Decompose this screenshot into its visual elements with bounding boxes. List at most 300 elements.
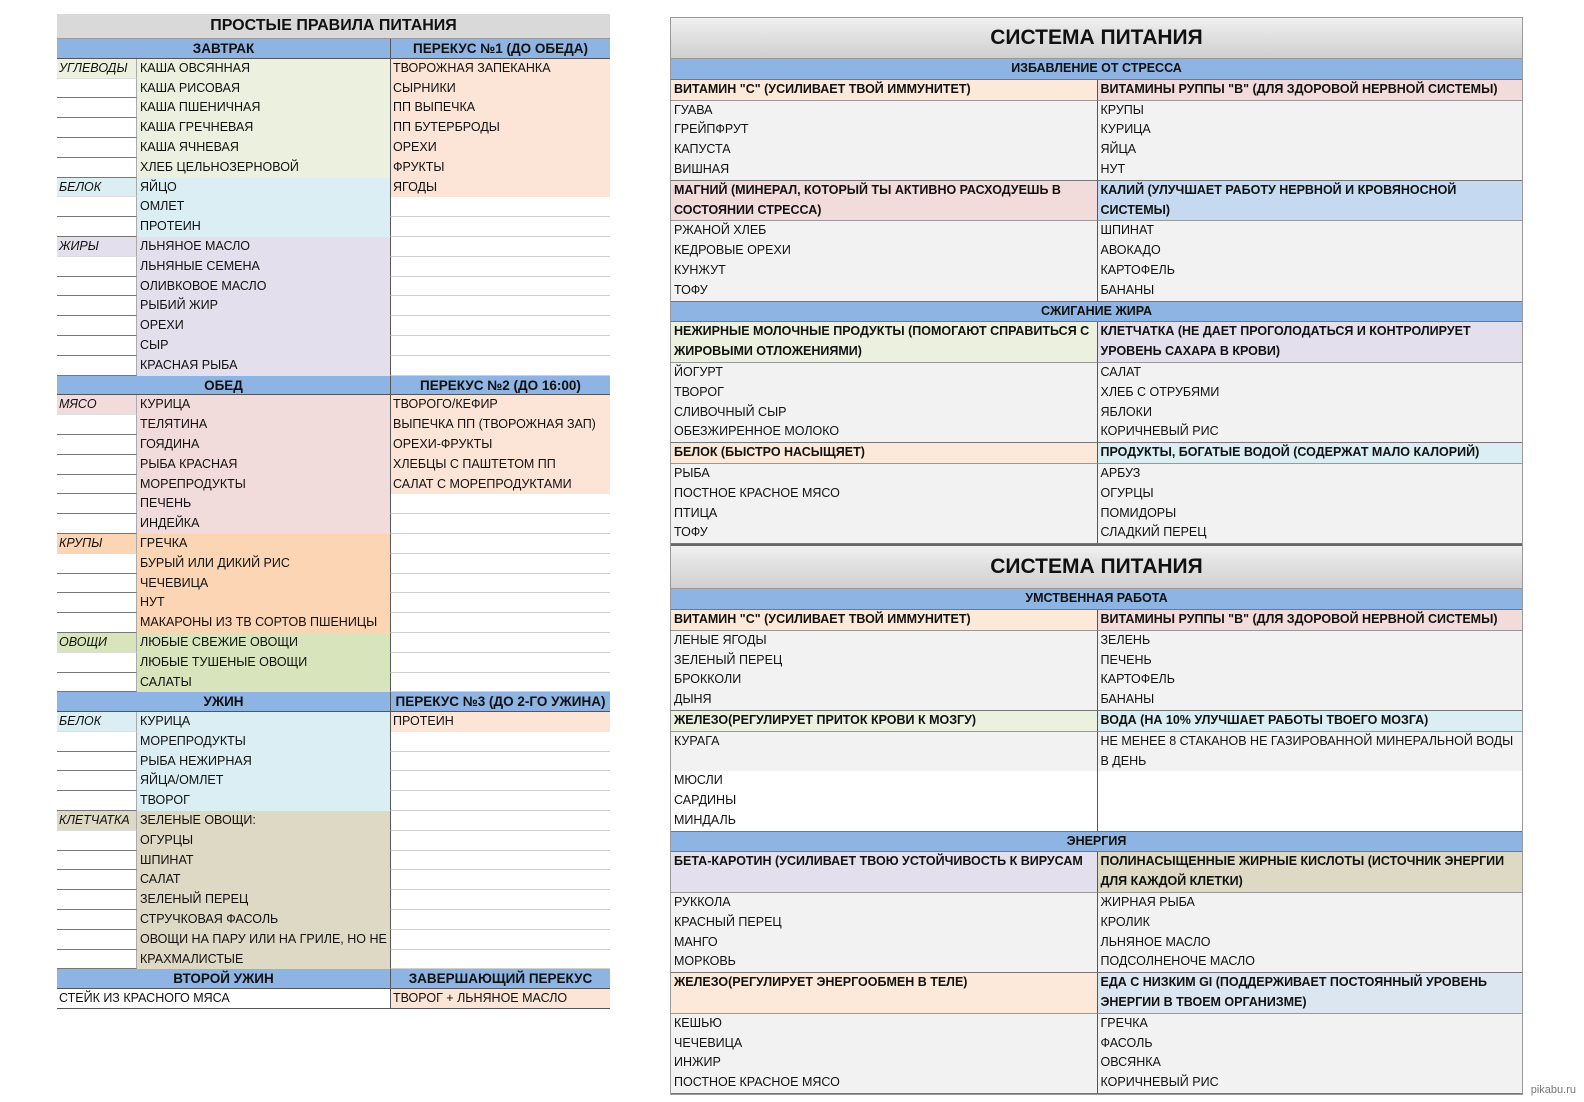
table-row	[671, 221, 1522, 241]
food-item: КРАСНАЯ РЫБА	[137, 356, 390, 376]
left-table-title: ПРОСТЫЕ ПРАВИЛА ПИТАНИЯ	[57, 14, 610, 39]
table-row	[671, 1014, 1522, 1034]
food-item: КАША ПШЕНИЧНАЯ	[137, 98, 390, 118]
snack-item: ТВОРОГ + ЛЬНЯНОЕ МАСЛО	[390, 989, 610, 1009]
table-row	[57, 831, 610, 851]
snack-item	[390, 851, 610, 871]
category-cell	[57, 316, 137, 336]
nutrient-header: ВИТАМИН "С" (УСИЛИВАЕТ ТВОЙ ИММУНИТЕТ)	[671, 80, 1097, 101]
table-row	[671, 464, 1522, 484]
snack-item	[390, 534, 610, 554]
table-row	[57, 138, 610, 158]
meal-header: ОБЕД	[57, 376, 390, 396]
food-item: ПТИЦА	[674, 505, 718, 520]
snack-item: ПРОТЕИН	[390, 712, 610, 732]
category-cell	[57, 475, 137, 495]
table-row	[671, 732, 1522, 772]
category-cell	[57, 653, 137, 673]
food-item: ЛЮБЫЕ СВЕЖИЕ ОВОЩИ	[137, 633, 390, 653]
table-row	[671, 403, 1522, 423]
food-item: ТОФУ	[671, 523, 1097, 544]
table-row	[671, 1073, 1522, 1094]
nutrient-header: ВОДА (НА 10% УЛУЧШАЕТ РАБОТЫ ТВОЕГО МОЗГА)	[1097, 711, 1523, 732]
food-item: ДЫНЯ	[671, 690, 1097, 711]
food-item: ИНЖИР	[674, 1055, 721, 1070]
snack-item: СЫРНИКИ	[390, 79, 610, 99]
left-table-body	[57, 39, 610, 1009]
table-row	[671, 523, 1522, 544]
food-item: ШПИНАТ	[137, 851, 390, 871]
table-row	[57, 771, 610, 791]
food-item: КЕДРОВЫЕ ОРЕХИ	[674, 243, 791, 258]
nutrient-header-row	[671, 711, 1522, 732]
table-row	[57, 633, 610, 653]
nutrient-header: МАГНИЙ (МИНЕРАЛ, КОТОРЫЙ ТЫ АКТИВНО РАСХОДУЕШЬ В СОСТОЯНИИ СТРЕССА)	[671, 181, 1097, 222]
section-header: ЭНЕРГИЯ	[671, 832, 1522, 853]
category-cell	[57, 514, 137, 534]
table-row	[671, 261, 1522, 281]
meal-header: ЗАВТРАК	[57, 39, 390, 59]
food-item: ПОДСОЛНЕНОЧЕ МАСЛО	[1097, 952, 1523, 973]
table-row	[57, 554, 610, 574]
table-row	[57, 989, 610, 1009]
food-item: ИНДЕЙКА	[137, 514, 390, 534]
table-row	[671, 631, 1522, 651]
table-row	[57, 870, 610, 890]
category-cell	[57, 930, 137, 950]
table-row	[57, 237, 610, 257]
category-cell	[57, 890, 137, 910]
category-cell	[57, 831, 137, 851]
nutrient-header: НЕЖИРНЫЕ МОЛОЧНЫЕ ПРОДУКТЫ (ПОМОГАЮТ СПРАВИТЬСЯ С ЖИРОВЫМИ ОТЛОЖЕНИЯМИ)	[671, 322, 1097, 363]
snack-item	[390, 296, 610, 316]
snack-item	[390, 673, 610, 693]
food-item: НУТ	[137, 593, 390, 613]
nutrient-header: КЛЕТЧАТКА (НЕ ДАЕТ ПРОГОЛОДАТЬСЯ И КОНТРОЛИРУЕТ УРОВЕНЬ САХАРА В КРОВИ)	[1097, 322, 1523, 363]
food-item: САРДИНЫ	[674, 793, 737, 808]
category-cell: БЕЛОК	[57, 178, 137, 198]
table-row	[57, 534, 610, 554]
nutrient-header: ЖЕЛЕЗО(РЕГУЛИРУЕТ ЭНЕРГООБМЕН В ТЕЛЕ)	[671, 973, 1097, 1014]
panel-title: СИСТЕМА ПИТАНИЯ	[671, 544, 1522, 589]
table-row	[671, 893, 1522, 913]
snack-item: ПП БУТЕРБРОДЫ	[390, 118, 610, 138]
food-item: ПРОТЕИН	[137, 217, 390, 237]
food-item: ОБЕЗЖИРЕННОЕ МОЛОКО	[671, 422, 1097, 443]
food-item: ЛЬНЯНОЕ МАСЛО	[1097, 933, 1523, 953]
food-item: КОРИЧНЕВЫЙ РИС	[1097, 422, 1523, 443]
nutrient-header: БЕЛОК (БЫСТРО НАСЫЩЯЕТ)	[671, 443, 1097, 464]
table-row	[57, 197, 610, 217]
category-cell	[57, 950, 137, 970]
category-cell	[57, 574, 137, 594]
food-item: РЖАНОЙ ХЛЕБ	[674, 223, 767, 238]
category-cell	[57, 554, 137, 574]
table-row	[57, 732, 610, 752]
table-row	[57, 593, 610, 613]
category-cell	[57, 415, 137, 435]
category-cell	[57, 732, 137, 752]
food-item: ШПИНАТ	[1097, 221, 1523, 241]
food-item: КРАСНЫЙ ПЕРЕЦ	[674, 914, 782, 929]
food-item: ЙОГУРТ	[674, 364, 723, 379]
food-item: ХЛЕБ С ОТРУБЯМИ	[1097, 383, 1523, 403]
table-row	[671, 140, 1522, 160]
food-item: КУРИЦА	[137, 712, 390, 732]
table-row	[57, 613, 610, 633]
food-item: МИНДАЛЬ	[671, 811, 1097, 832]
snack-item	[390, 613, 610, 633]
food-item: РУККОЛА	[674, 895, 731, 910]
food-item: ЧЕЧЕВИЦА	[674, 1035, 743, 1050]
food-item: КАРТОФЕЛЬ	[1097, 261, 1523, 281]
snack-item	[390, 277, 610, 297]
snack-item	[390, 870, 610, 890]
food-item: ЧЕЧЕВИЦА	[137, 574, 390, 594]
nutrient-header: ЕДА С НИЗКИМ GI (ПОДДЕРЖИВАЕТ ПОСТОЯННЫЙ УРОВЕНЬ ЭНЕРГИИ В ТВОЕМ ОРГАНИЗМЕ)	[1097, 973, 1523, 1014]
table-row	[671, 281, 1522, 302]
food-item: ТВОРОГ	[137, 791, 390, 811]
category-cell	[57, 910, 137, 930]
table-row	[57, 316, 610, 336]
food-item: СЛАДКИЙ ПЕРЕЦ	[1097, 523, 1523, 544]
table-row	[671, 1053, 1522, 1073]
category-cell	[57, 217, 137, 237]
table-row	[57, 811, 610, 831]
table-row	[57, 395, 610, 415]
category-cell	[57, 79, 137, 99]
category-cell	[57, 494, 137, 514]
food-item: КУРАГА	[674, 733, 720, 748]
food-item: МОРЕПРОДУКТЫ	[137, 732, 390, 752]
food-item: КОРИЧНЕВЫЙ РИС	[1097, 1073, 1523, 1094]
table-row	[57, 336, 610, 356]
nutrition-system-tables	[670, 17, 1523, 1095]
food-item: КЕШЬЮ	[674, 1015, 722, 1030]
food-item: КАПУСТА	[674, 142, 731, 157]
food-item: АРБУЗ	[1097, 464, 1523, 484]
category-cell: КРУПЫ	[57, 534, 137, 554]
food-item	[1097, 811, 1523, 832]
food-item: ЗЕЛЕНЫЙ ПЕРЕЦ	[674, 652, 783, 667]
nutrient-header: ПОЛИНАСЫЩЕННЫЕ ЖИРНЫЕ КИСЛОТЫ (ИСТОЧНИК ЭНЕРГИИ ДЛЯ КАЖДОЙ КЛЕТКИ)	[1097, 852, 1523, 893]
food-item: АВОКАДО	[1097, 241, 1523, 261]
snack-item: ВЫПЕЧКА ПП (ТВОРОЖНАЯ ЗАП)	[390, 415, 610, 435]
food-item: ОРЕХИ	[137, 316, 390, 336]
snack-item	[390, 316, 610, 336]
meal-header-row	[57, 692, 610, 712]
table-row	[57, 475, 610, 495]
food-item: ЯЙЦО	[137, 178, 390, 198]
snack-item	[390, 653, 610, 673]
nutrient-header: БЕТА-КАРОТИН (УСИЛИВАЕТ ТВОЮ УСТОЙЧИВОСТЬ К ВИРУСАМ	[671, 852, 1097, 893]
nutrient-header: ВИТАМИНЫ РУППЫ "В" (ДЛЯ ЗДОРОВОЙ НЕРВНОЙ СИСТЕМЫ)	[1097, 610, 1523, 631]
snack-item	[390, 217, 610, 237]
table-row	[57, 296, 610, 316]
food-item: КАША ЯЧНЕВАЯ	[137, 138, 390, 158]
snack-item	[390, 910, 610, 930]
food-item: МОРКОВЬ	[671, 952, 1097, 973]
table-row	[57, 257, 610, 277]
snack-item	[390, 633, 610, 653]
nutrient-header-row	[671, 610, 1522, 631]
food-item: ГРЕЙПФРУТ	[674, 122, 749, 137]
meal-header: УЖИН	[57, 692, 390, 712]
food-item: НУТ	[1097, 160, 1523, 181]
food-item: МАНГО	[674, 934, 718, 949]
meal-header: ВТОРОЙ УЖИН	[57, 969, 390, 989]
food-item: БРОККОЛИ	[674, 672, 742, 687]
food-item: РЫБИЙ ЖИР	[137, 296, 390, 316]
food-item: НЕ МЕНЕЕ 8 СТАКАНОВ НЕ ГАЗИРОВАННОЙ МИНЕРАЛЬНОЙ ВОДЫ В ДЕНЬ	[1097, 732, 1523, 772]
snack-item	[390, 336, 610, 356]
food-item: РЫБА	[674, 465, 710, 480]
category-cell	[57, 277, 137, 297]
table-row	[671, 101, 1522, 121]
category-cell	[57, 98, 137, 118]
table-row	[671, 651, 1522, 671]
table-row	[57, 514, 610, 534]
food-item: ВИШНАЯ	[671, 160, 1097, 181]
food-item: САЛАТ	[1097, 363, 1523, 383]
category-cell	[57, 752, 137, 772]
food-item: ТЕЛЯТИНА	[137, 415, 390, 435]
snack-item	[390, 356, 610, 376]
food-item: ОГУРЦЫ	[137, 831, 390, 851]
table-row	[57, 79, 610, 99]
food-item: САЛАТ	[137, 870, 390, 890]
table-row	[57, 118, 610, 138]
table-row	[57, 574, 610, 594]
food-item: ТВОРОГ	[674, 384, 724, 399]
category-cell: ОВОЩИ	[57, 633, 137, 653]
food-item: КАША РИСОВАЯ	[137, 79, 390, 99]
food-item: ЛЮБЫЕ ТУШЕНЫЕ ОВОЩИ	[137, 653, 390, 673]
category-cell	[57, 118, 137, 138]
table-row	[57, 930, 610, 950]
nutrient-header: ВИТАМИН "С" (УСИЛИВАЕТ ТВОЙ ИММУНИТЕТ)	[671, 610, 1097, 631]
food-item: ПЕЧЕНЬ	[137, 494, 390, 514]
food-item: ПОСТНОЕ КРАСНОЕ МЯСО	[671, 1073, 1097, 1094]
food-item: КРОЛИК	[1097, 913, 1523, 933]
food-item: ЛЕНЫЕ ЯГОДЫ	[674, 632, 767, 647]
table-row	[57, 277, 610, 297]
nutrient-header: КАЛИЙ (УЛУЧШАЕТ РАБОТУ НЕРВНОЙ И КРОВЯНОСНОЙ СИСТЕМЫ)	[1097, 181, 1523, 222]
food-item: МАКАРОНЫ ИЗ ТВ СОРТОВ ПШЕНИЦЫ	[137, 613, 390, 633]
snack-item	[390, 554, 610, 574]
table-row	[57, 98, 610, 118]
table-row	[671, 160, 1522, 181]
category-cell	[57, 158, 137, 178]
snack-item: ОРЕХИ	[390, 138, 610, 158]
food-item: СТЕЙК ИЗ КРАСНОГО МЯСА	[57, 989, 390, 1009]
snack-header: ПЕРЕКУС №3 (ДО 2-ГО УЖИНА)	[390, 692, 610, 712]
table-row	[671, 484, 1522, 504]
watermark: pikabu.ru	[1530, 1084, 1576, 1096]
food-item: ПОСТНОЕ КРАСНОЕ МЯСО	[674, 485, 840, 500]
table-row	[671, 811, 1522, 832]
snack-header: ПЕРЕКУС №2 (ДО 16:00)	[390, 376, 610, 396]
nutrient-header-row	[671, 181, 1522, 222]
snack-item: ЯГОДЫ	[390, 178, 610, 198]
nutrient-header-row	[671, 322, 1522, 363]
meal-header-row	[57, 39, 610, 59]
category-cell: ЖИРЫ	[57, 237, 137, 257]
nutrient-header-row	[671, 973, 1522, 1014]
snack-item	[390, 593, 610, 613]
food-item: ХЛЕБ ЦЕЛЬНОЗЕРНОВОЙ	[137, 158, 390, 178]
food-item: КУНЖУТ	[674, 262, 726, 277]
food-item	[1097, 791, 1523, 811]
food-item: КРАХМАЛИСТЫЕ	[137, 950, 390, 970]
food-item: ЗЕЛЕНЫЙ ПЕРЕЦ	[137, 890, 390, 910]
snack-item	[390, 494, 610, 514]
simple-rules-table	[57, 14, 610, 1009]
food-item: ОЛИВКОВОЕ МАСЛО	[137, 277, 390, 297]
category-cell: УГЛЕВОДЫ	[57, 59, 137, 79]
food-item: БАНАНЫ	[1097, 690, 1523, 711]
category-cell	[57, 593, 137, 613]
table-row	[671, 952, 1522, 973]
table-row	[57, 890, 610, 910]
snack-item: ОРЕХИ-ФРУКТЫ	[390, 435, 610, 455]
snack-item: ФРУКТЫ	[390, 158, 610, 178]
food-item: БАНАНЫ	[1097, 281, 1523, 302]
category-cell: БЕЛОК	[57, 712, 137, 732]
category-cell: КЛЕТЧАТКА	[57, 811, 137, 831]
table-row	[57, 791, 610, 811]
table-row	[57, 653, 610, 673]
snack-item	[390, 732, 610, 752]
nutrient-header-row	[671, 443, 1522, 464]
category-cell	[57, 197, 137, 217]
snack-item	[390, 811, 610, 831]
food-item: ЗЕЛЕНЬ	[1097, 631, 1523, 651]
category-cell	[57, 336, 137, 356]
snack-item: ХЛЕБЦЫ С ПАШТЕТОМ ПП	[390, 455, 610, 475]
food-item: БУРЫЙ ИЛИ ДИКИЙ РИС	[137, 554, 390, 574]
food-item: ОВОЩИ НА ПАРУ ИЛИ НА ГРИЛЕ, НО НЕ	[137, 930, 390, 950]
snack-item: САЛАТ С МОРЕПРОДУКТАМИ	[390, 475, 610, 495]
category-cell	[57, 455, 137, 475]
snack-item	[390, 257, 610, 277]
table-row	[57, 673, 610, 693]
snack-header: ЗАВЕРШАЮЩИЙ ПЕРЕКУС	[390, 969, 610, 989]
food-item: КАША ГРЕЧНЕВАЯ	[137, 118, 390, 138]
snack-item	[390, 197, 610, 217]
category-cell	[57, 673, 137, 693]
food-item: ПЕЧЕНЬ	[1097, 651, 1523, 671]
snack-item	[390, 237, 610, 257]
category-cell	[57, 870, 137, 890]
table-row	[57, 435, 610, 455]
food-item: ЯБЛОКИ	[1097, 403, 1523, 423]
table-row	[671, 690, 1522, 711]
nutrient-header: ЖЕЛЕЗО(РЕГУЛИРУЕТ ПРИТОК КРОВИ К МОЗГУ)	[671, 711, 1097, 732]
food-item: МОРЕПРОДУКТЫ	[137, 475, 390, 495]
table-row	[57, 217, 610, 237]
food-item: КУРИЦА	[137, 395, 390, 415]
food-item: МЮСЛИ	[674, 773, 723, 788]
table-row	[57, 712, 610, 732]
food-item	[1097, 771, 1523, 791]
table-row	[671, 670, 1522, 690]
food-item: САЛАТЫ	[137, 673, 390, 693]
snack-item	[390, 930, 610, 950]
table-row	[671, 363, 1522, 383]
food-item: КРУПЫ	[1097, 101, 1523, 121]
table-row	[671, 422, 1522, 443]
category-cell	[57, 138, 137, 158]
snack-item: ТВОРОГО/КЕФИР	[390, 395, 610, 415]
section-header: ИЗБАВЛЕНИЕ ОТ СТРЕССА	[671, 59, 1522, 80]
category-cell	[57, 296, 137, 316]
nutrient-header-row	[671, 852, 1522, 893]
table-row	[57, 415, 610, 435]
food-item: ОМЛЕТ	[137, 197, 390, 217]
category-cell	[57, 356, 137, 376]
food-item: ГОЯДИНА	[137, 435, 390, 455]
food-item: ЯЙЦА/ОМЛЕТ	[137, 771, 390, 791]
category-cell	[57, 851, 137, 871]
food-item: СЫР	[137, 336, 390, 356]
table-row	[671, 771, 1522, 791]
food-item: ПОМИДОРЫ	[1097, 504, 1523, 524]
snack-item	[390, 752, 610, 772]
section-header: СЖИГАНИЕ ЖИРА	[671, 302, 1522, 323]
food-item: РЫБА КРАСНАЯ	[137, 455, 390, 475]
table-row	[671, 933, 1522, 953]
nutrient-header-row	[671, 80, 1522, 101]
table-row	[57, 494, 610, 514]
food-item: РЫБА НЕЖИРНАЯ	[137, 752, 390, 772]
food-item: КУРИЦА	[1097, 120, 1523, 140]
category-cell	[57, 791, 137, 811]
food-item: ЖИРНАЯ РЫБА	[1097, 893, 1523, 913]
snack-item	[390, 890, 610, 910]
food-item: ГРЕЧКА	[1097, 1014, 1523, 1034]
table-row	[671, 241, 1522, 261]
snack-item	[390, 574, 610, 594]
section-header: УМСТВЕННАЯ РАБОТА	[671, 589, 1522, 610]
meal-header-row	[57, 969, 610, 989]
category-cell	[57, 435, 137, 455]
category-cell	[57, 771, 137, 791]
food-item: ЗЕЛЕНЫЕ ОВОЩИ:	[137, 811, 390, 831]
food-item: ГРЕЧКА	[137, 534, 390, 554]
meal-header-row	[57, 376, 610, 396]
food-item: КАША ОВСЯННАЯ	[137, 59, 390, 79]
snack-item	[390, 514, 610, 534]
table-row	[57, 356, 610, 376]
table-row	[57, 178, 610, 198]
table-row	[671, 791, 1522, 811]
category-cell: МЯСО	[57, 395, 137, 415]
snack-item	[390, 831, 610, 851]
snack-item: ТВОРОЖНАЯ ЗАПЕКАНКА	[390, 59, 610, 79]
food-item: ГУАВА	[674, 102, 713, 117]
snack-header: ПЕРЕКУС №1 (ДО ОБЕДА)	[390, 39, 610, 59]
food-item: ЛЬНЯНЫЕ СЕМЕНА	[137, 257, 390, 277]
table-row	[57, 752, 610, 772]
table-row	[671, 1034, 1522, 1054]
table-row	[671, 120, 1522, 140]
snack-item	[390, 791, 610, 811]
table-row	[57, 950, 610, 970]
nutrient-header: ПРОДУКТЫ, БОГАТЫЕ ВОДОЙ (СОДЕРЖАТ МАЛО КАЛОРИЙ)	[1097, 443, 1523, 464]
food-item: СЛИВОЧНЫЙ СЫР	[674, 404, 787, 419]
snack-item: ПП ВЫПЕЧКА	[390, 98, 610, 118]
